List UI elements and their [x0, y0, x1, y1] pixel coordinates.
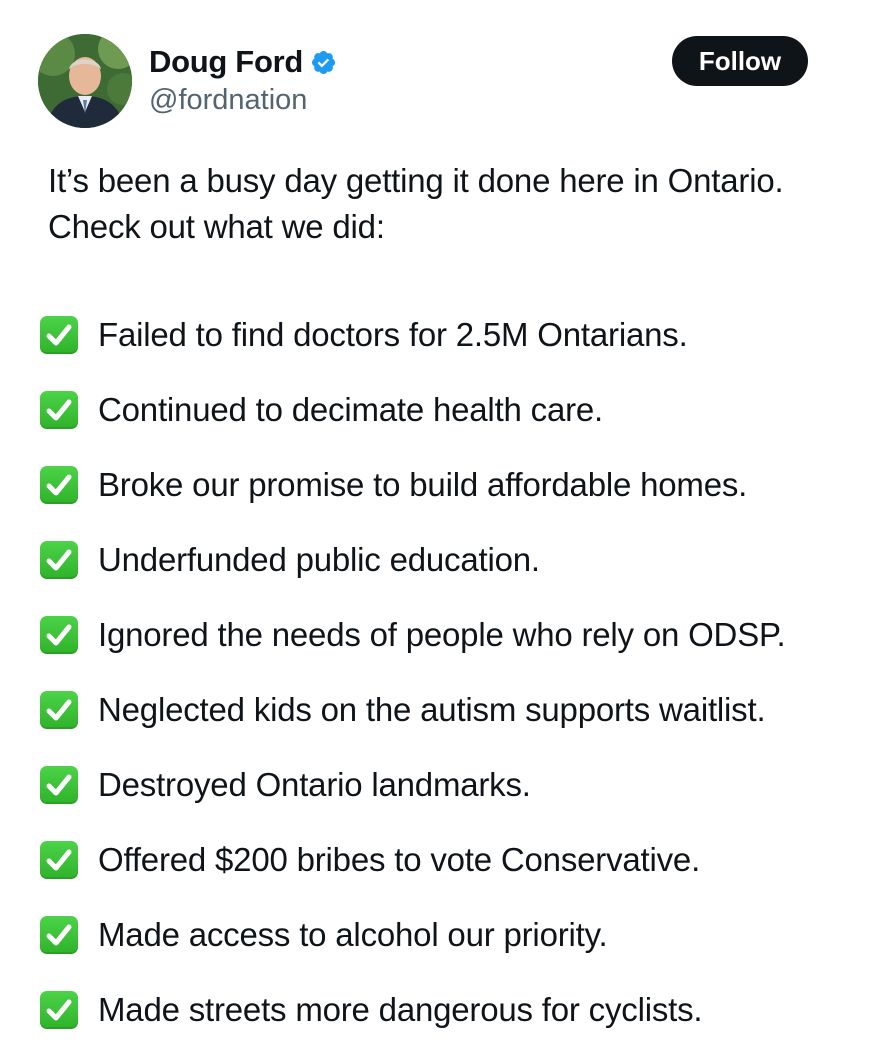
list-item — [40, 822, 860, 897]
list-item — [40, 597, 860, 672]
list-item-text: Neglected kids on the autism supports waitlist. — [98, 690, 766, 728]
tweet-intro-text: It’s been a busy day getting it done here in Ontario. Check out what we did: — [48, 162, 784, 245]
check-mark-button-icon — [40, 616, 78, 654]
user-handle[interactable]: @fordnation — [149, 84, 308, 116]
list-item-text: Underfunded public education. — [98, 540, 540, 578]
list-item-text: Continued to decimate health care. — [98, 390, 604, 428]
list-item-text: Ignored the needs of people who rely on ODSP. — [98, 615, 786, 653]
list-item-text: Failed to find doctors for 2.5M Ontarians. — [98, 315, 688, 353]
user-identity — [149, 42, 337, 120]
list-item — [40, 522, 860, 597]
list-item — [40, 672, 860, 747]
list-item — [40, 372, 860, 447]
verified-badge-icon — [310, 49, 337, 76]
list-item-text: Made access to alcohol our priority. — [98, 915, 608, 953]
list-item — [40, 297, 860, 372]
name-row — [149, 42, 337, 82]
list-item — [40, 972, 860, 1047]
check-mark-button-icon — [40, 541, 78, 579]
list-item-text: Destroyed Ontario landmarks. — [98, 765, 531, 803]
check-mark-button-icon — [40, 466, 78, 504]
check-mark-button-icon — [40, 766, 78, 804]
avatar[interactable] — [38, 34, 132, 128]
follow-button[interactable]: Follow — [672, 36, 808, 86]
check-mark-button-icon — [40, 316, 78, 354]
accomplishment-list — [40, 297, 860, 1047]
display-name[interactable]: Doug Ford — [149, 44, 303, 79]
check-mark-button-icon — [40, 391, 78, 429]
list-item-text: Made streets more dangerous for cyclists. — [98, 990, 703, 1028]
list-item — [40, 747, 860, 822]
list-item — [40, 897, 860, 972]
check-mark-button-icon — [40, 916, 78, 954]
list-item — [40, 447, 860, 522]
check-mark-button-icon — [40, 691, 78, 729]
check-mark-button-icon — [40, 991, 78, 1029]
tweet-header — [38, 34, 828, 130]
avatar-photo — [38, 34, 132, 128]
list-item-text: Offered $200 bribes to vote Conservative. — [98, 840, 701, 878]
check-mark-button-icon — [40, 841, 78, 879]
list-item-text: Broke our promise to build affordable homes. — [98, 465, 748, 503]
